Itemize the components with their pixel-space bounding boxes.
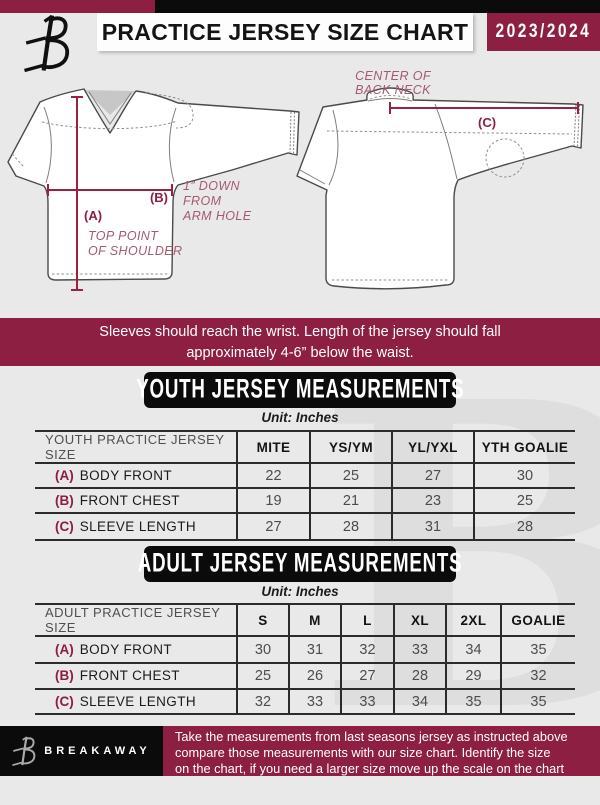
table-cell: 32 <box>501 663 575 689</box>
row-key: (C) <box>55 693 74 709</box>
brand-name: BREAKAWAY <box>44 745 151 757</box>
table-header-row <box>35 431 575 463</box>
row-label: BODY FRONT <box>79 467 173 483</box>
table-cell: 32 <box>237 689 289 714</box>
row-key: (C) <box>55 518 74 534</box>
title-bar <box>97 13 473 51</box>
column-s: S <box>237 604 289 636</box>
adult-size-table <box>35 603 575 715</box>
table-row-sleeve-length <box>35 689 575 714</box>
top-strip-black <box>155 0 600 13</box>
column-xl: XL <box>394 604 446 636</box>
fit-notice-line-2: approximately 4-6” below the waist. <box>186 345 414 361</box>
adult-unit-label: Unit: Inches <box>261 584 339 599</box>
breakaway-logo-icon <box>20 13 74 73</box>
adult-banner-label: ADULT JERSEY MEASUREMENTS <box>137 548 463 579</box>
table-cell: 25 <box>474 488 575 513</box>
label-c: (C) <box>478 115 497 130</box>
footer-note-line-2: compare those measurements with our size chart. Identify the size <box>175 745 551 761</box>
row-label: BODY FRONT <box>79 641 173 657</box>
label-b-desc-1: 1” DOWN <box>183 179 240 193</box>
season-label: 2023/2024 <box>495 21 592 42</box>
footer-note-line-1: Take the measurements from last seasons jersey as instructed above <box>175 729 568 744</box>
column-ys-ym: YS/YM <box>310 431 392 463</box>
table-cell: 25 <box>310 463 392 488</box>
table-cell: 29 <box>446 663 501 689</box>
label-b-desc-3: ARM HOLE <box>183 209 252 223</box>
table-cell: 28 <box>474 513 575 540</box>
column-m: M <box>289 604 341 636</box>
table-cell: 27 <box>341 663 394 689</box>
label-a-desc-1: TOP POINT <box>88 229 159 243</box>
table-cell: 23 <box>392 488 474 513</box>
table-cell: 34 <box>394 689 446 714</box>
label-c-desc-2: BACK NECK <box>355 83 431 97</box>
row-key: (B) <box>55 668 74 683</box>
row-key: (B) <box>55 492 74 508</box>
table-row-front-chest <box>35 663 575 689</box>
table-cell: 35 <box>446 689 501 714</box>
table-cell: 34 <box>446 636 501 663</box>
footer-note-line-3: on the chart, if you need a larger size move up the scale on the chart <box>175 761 565 777</box>
table-cell: 27 <box>237 513 310 540</box>
table-header-row <box>35 604 575 636</box>
table-cell: 26 <box>289 663 341 689</box>
youth-section-banner <box>135 372 465 408</box>
column-2xl: 2XL <box>446 604 501 636</box>
column-yth-goalie: YTH GOALIE <box>474 431 575 463</box>
table-row-sleeve-length <box>35 513 575 540</box>
table-row-body-front <box>35 636 575 663</box>
table-cell: 33 <box>341 689 394 714</box>
table-cell: 30 <box>237 636 289 663</box>
table-cell: 35 <box>501 689 575 714</box>
table-cell: 22 <box>237 463 310 488</box>
youth-size-header: YOUTH PRACTICE JERSEY SIZE <box>45 432 225 462</box>
top-strip-maroon <box>0 0 155 13</box>
youth-size-table <box>35 430 575 541</box>
season-badge <box>487 13 600 51</box>
column-goalie: GOALIE <box>501 604 575 636</box>
column-mite: MITE <box>237 431 310 463</box>
label-b: (B) <box>149 190 168 205</box>
fit-notice-banner <box>0 318 600 366</box>
table-cell: 19 <box>237 488 310 513</box>
table-cell: 21 <box>310 488 392 513</box>
table-cell: 33 <box>394 636 446 663</box>
row-label: SLEEVE LENGTH <box>79 693 196 709</box>
row-label: FRONT CHEST <box>79 492 180 508</box>
column-yl-yxl: YL/YXL <box>392 431 474 463</box>
table-cell: 30 <box>474 463 575 488</box>
adult-section-banner <box>137 546 463 582</box>
adult-size-header: ADULT PRACTICE JERSEY SIZE <box>45 605 221 635</box>
label-b-desc-2: FROM <box>183 194 222 208</box>
label-a-desc-2: OF SHOULDER <box>88 244 183 258</box>
breakaway-logo-icon <box>12 734 36 768</box>
table-row-front-chest <box>35 488 575 513</box>
youth-unit-label: Unit: Inches <box>261 410 339 425</box>
column-l: L <box>341 604 394 636</box>
table-cell: 31 <box>392 513 474 540</box>
table-cell: 28 <box>394 663 446 689</box>
row-key: (A) <box>55 467 74 483</box>
table-cell: 25 <box>237 663 289 689</box>
row-label: FRONT CHEST <box>79 668 180 683</box>
table-cell: 33 <box>289 689 341 714</box>
table-cell: 31 <box>289 636 341 663</box>
table-cell: 28 <box>310 513 392 540</box>
fit-notice-line-1: Sleeves should reach the wrist. Length of the jersey should fall <box>99 324 501 340</box>
youth-banner-label: YOUTH JERSEY MEASUREMENTS <box>135 374 465 405</box>
footer-brand-block <box>0 726 163 776</box>
footer-instructions <box>163 726 600 776</box>
row-label: SLEEVE LENGTH <box>79 518 196 534</box>
label-a: (A) <box>84 208 103 223</box>
table-cell: 27 <box>392 463 474 488</box>
row-key: (A) <box>55 641 74 657</box>
table-cell: 35 <box>501 636 575 663</box>
back-jersey-diagram <box>297 88 583 289</box>
jersey-diagrams <box>0 68 600 318</box>
label-c-desc-1: CENTER OF <box>355 69 431 83</box>
page-title: PRACTICE JERSEY SIZE CHART <box>101 18 469 45</box>
table-cell: 32 <box>341 636 394 663</box>
table-row-body-front <box>35 463 575 488</box>
